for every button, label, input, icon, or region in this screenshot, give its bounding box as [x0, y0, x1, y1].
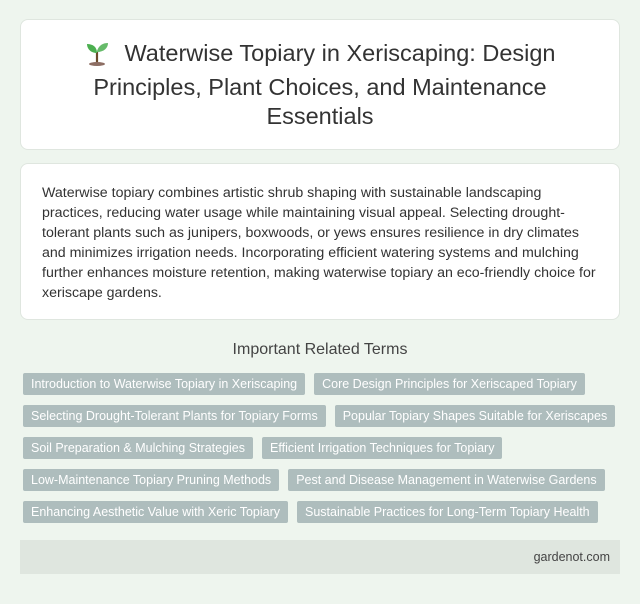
page-title-text: Waterwise Topiary in Xeriscaping: Design Principles, Plant Choices, and Maintenance Essentials [93, 39, 556, 129]
related-term-tag[interactable]: Selecting Drought-Tolerant Plants for Topiary Forms [23, 405, 326, 427]
related-term-tag[interactable]: Soil Preparation & Mulching Strategies [23, 437, 253, 459]
sprout-icon [84, 40, 110, 73]
summary-text: Waterwise topiary combines artistic shrub shaping with sustainable landscaping practices, reducing water usage while maintaining visual appeal. Selecting drought-tolerant plants such as junipers, boxwoods, or yews ensures resilience in dry climates and minimizes irrigation needs. Incorporating efficient watering systems and mulching further enhances moisture retention, making waterwise topiary an eco-friendly choice for xeriscape gardens. [42, 185, 596, 301]
related-terms-heading: Important Related Terms [232, 341, 408, 358]
page-title [21, 39, 619, 131]
related-term-tag[interactable]: Pest and Disease Management in Waterwise Gardens [288, 469, 604, 491]
footer [20, 540, 620, 574]
related-term-tag[interactable]: Sustainable Practices for Long-Term Topiary Health [297, 501, 598, 523]
summary-card [20, 163, 620, 320]
related-term-tag[interactable]: Enhancing Aesthetic Value with Xeric Topiary [23, 501, 288, 523]
related-term-tag[interactable]: Popular Topiary Shapes Suitable for Xeriscapes [335, 405, 616, 427]
title-card [20, 19, 620, 150]
related-term-tag[interactable]: Core Design Principles for Xeriscaped Topiary [314, 373, 585, 395]
related-term-tag[interactable]: Introduction to Waterwise Topiary in Xeriscaping [23, 373, 305, 395]
footer-site-link[interactable]: gardenot.com [533, 550, 610, 564]
related-terms-list [23, 373, 623, 523]
related-term-tag[interactable]: Efficient Irrigation Techniques for Topiary [262, 437, 502, 459]
related-term-tag[interactable]: Low-Maintenance Topiary Pruning Methods [23, 469, 279, 491]
